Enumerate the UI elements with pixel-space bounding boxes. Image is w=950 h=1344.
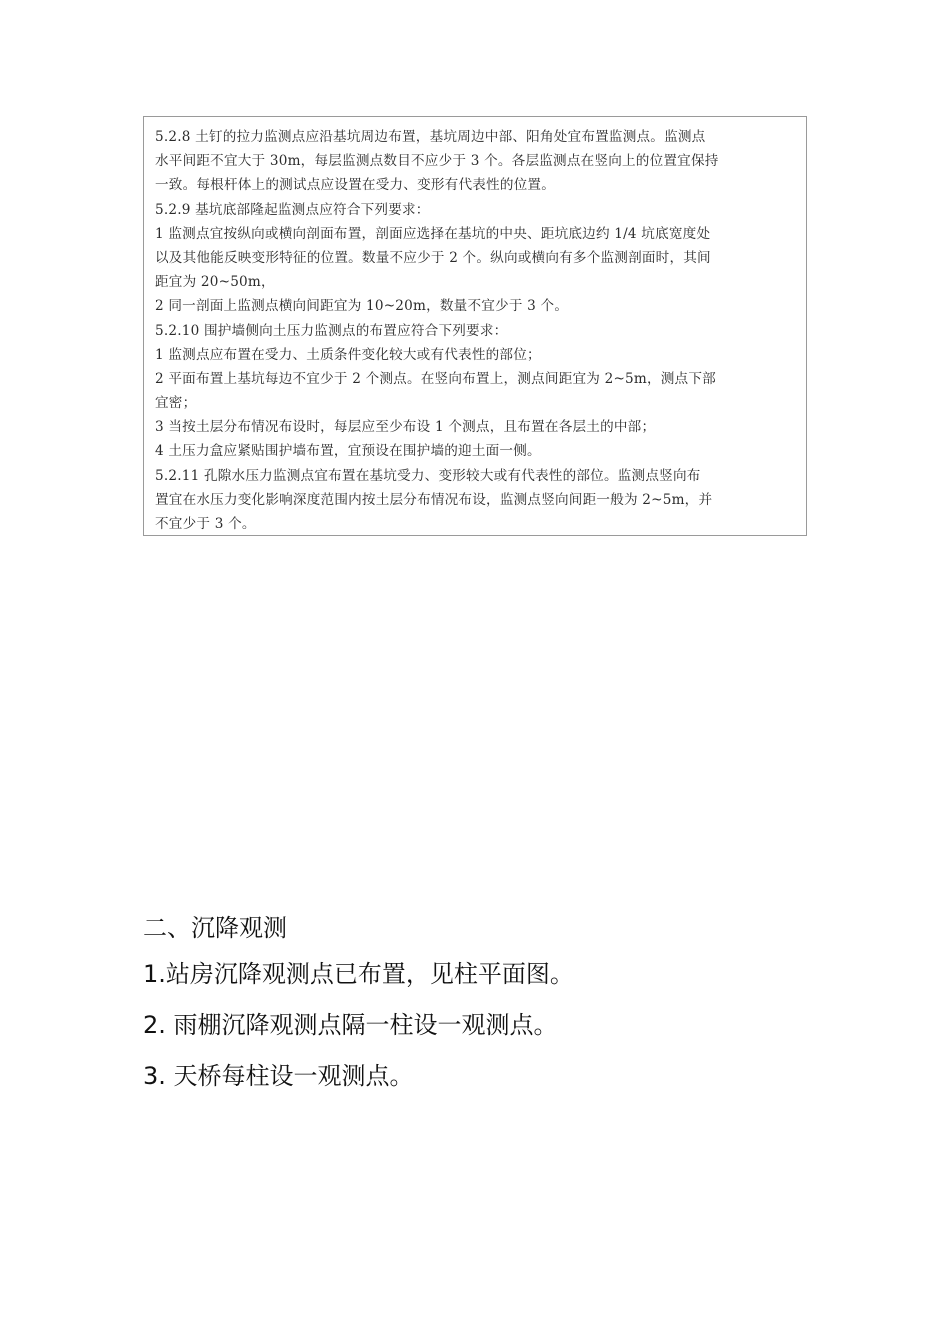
- excerpt-line: 宜密；: [155, 395, 197, 412]
- excerpt-line: 不宜少于 3 个。: [155, 516, 256, 532]
- excerpt-line: 以及其他能反映变形特征的位置。数量不应少于 2 个。纵向或横向有多个监测剖面时，其间: [155, 249, 711, 266]
- excerpt-line: 4 土压力盒应紧贴围护墙布置，宜预设在围护墙的迎土面一侧。: [155, 443, 541, 460]
- excerpt-line: 5.2.8 土钉的拉力监测点应沿基坑周边布置，基坑周边中部、阳角处宜布置监测点。监测点: [155, 129, 706, 145]
- excerpt-line: 3 当按土层分布情况布设时，每层应至少布设 1 个测点，且布置在各层土的中部；: [155, 419, 656, 436]
- excerpt-line: 水平间距不宜大于 30m，每层监测点数目不应少于 3 个。各层监测点在竖向上的位置宜保持: [155, 153, 719, 170]
- excerpt-line: 5.2.11 孔隙水压力监测点宜布置在基坑受力、变形较大或有代表性的部位。监测点竖向布: [155, 467, 701, 484]
- list-item: 3. 天桥每柱设一观测点。: [143, 1062, 414, 1090]
- excerpt-line: 1 监测点宜按纵向或横向剖面布置，剖面应选择在基坑的中央、距坑底边约 1/4 坑底宽度处: [155, 225, 711, 242]
- excerpt-line: 2 平面布置上基坑每边不宜少于 2 个测点。在竖向布置上，测点间距宜为 2~5m，测点下部: [155, 370, 716, 387]
- excerpt-line: 5.2.10 围护墙侧向土压力监测点的布置应符合下列要求：: [155, 322, 508, 339]
- excerpt-line: 距宜为 20~50m，: [155, 274, 275, 291]
- excerpt-line: 5.2.9 基坑底部隆起监测点应符合下列要求：: [155, 201, 430, 218]
- list-item: 1.站房沉降观测点已布置，见柱平面图。: [143, 960, 574, 988]
- scanned-standard-excerpt: [143, 116, 807, 536]
- settlement-observation-section: [143, 910, 843, 1109]
- excerpt-line: 置宜在水压力变化影响深度范围内按土层分布情况布设，监测点竖向间距一般为 2~5m，并: [155, 491, 713, 508]
- section-heading: 二、沉降观测: [143, 914, 287, 942]
- list-item: 2. 雨棚沉降观测点隔一柱设一观测点。: [143, 1011, 558, 1039]
- excerpt-line: 一致。每根杆体上的测试点应设置在受力、变形有代表性的位置。: [155, 177, 556, 194]
- excerpt-line: 1 监测点应布置在受力、土质条件变化较大或有代表性的部位；: [155, 346, 541, 363]
- excerpt-line: 2 同一剖面上监测点横向间距宜为 10~20m，数量不宜少于 3 个。: [155, 298, 569, 315]
